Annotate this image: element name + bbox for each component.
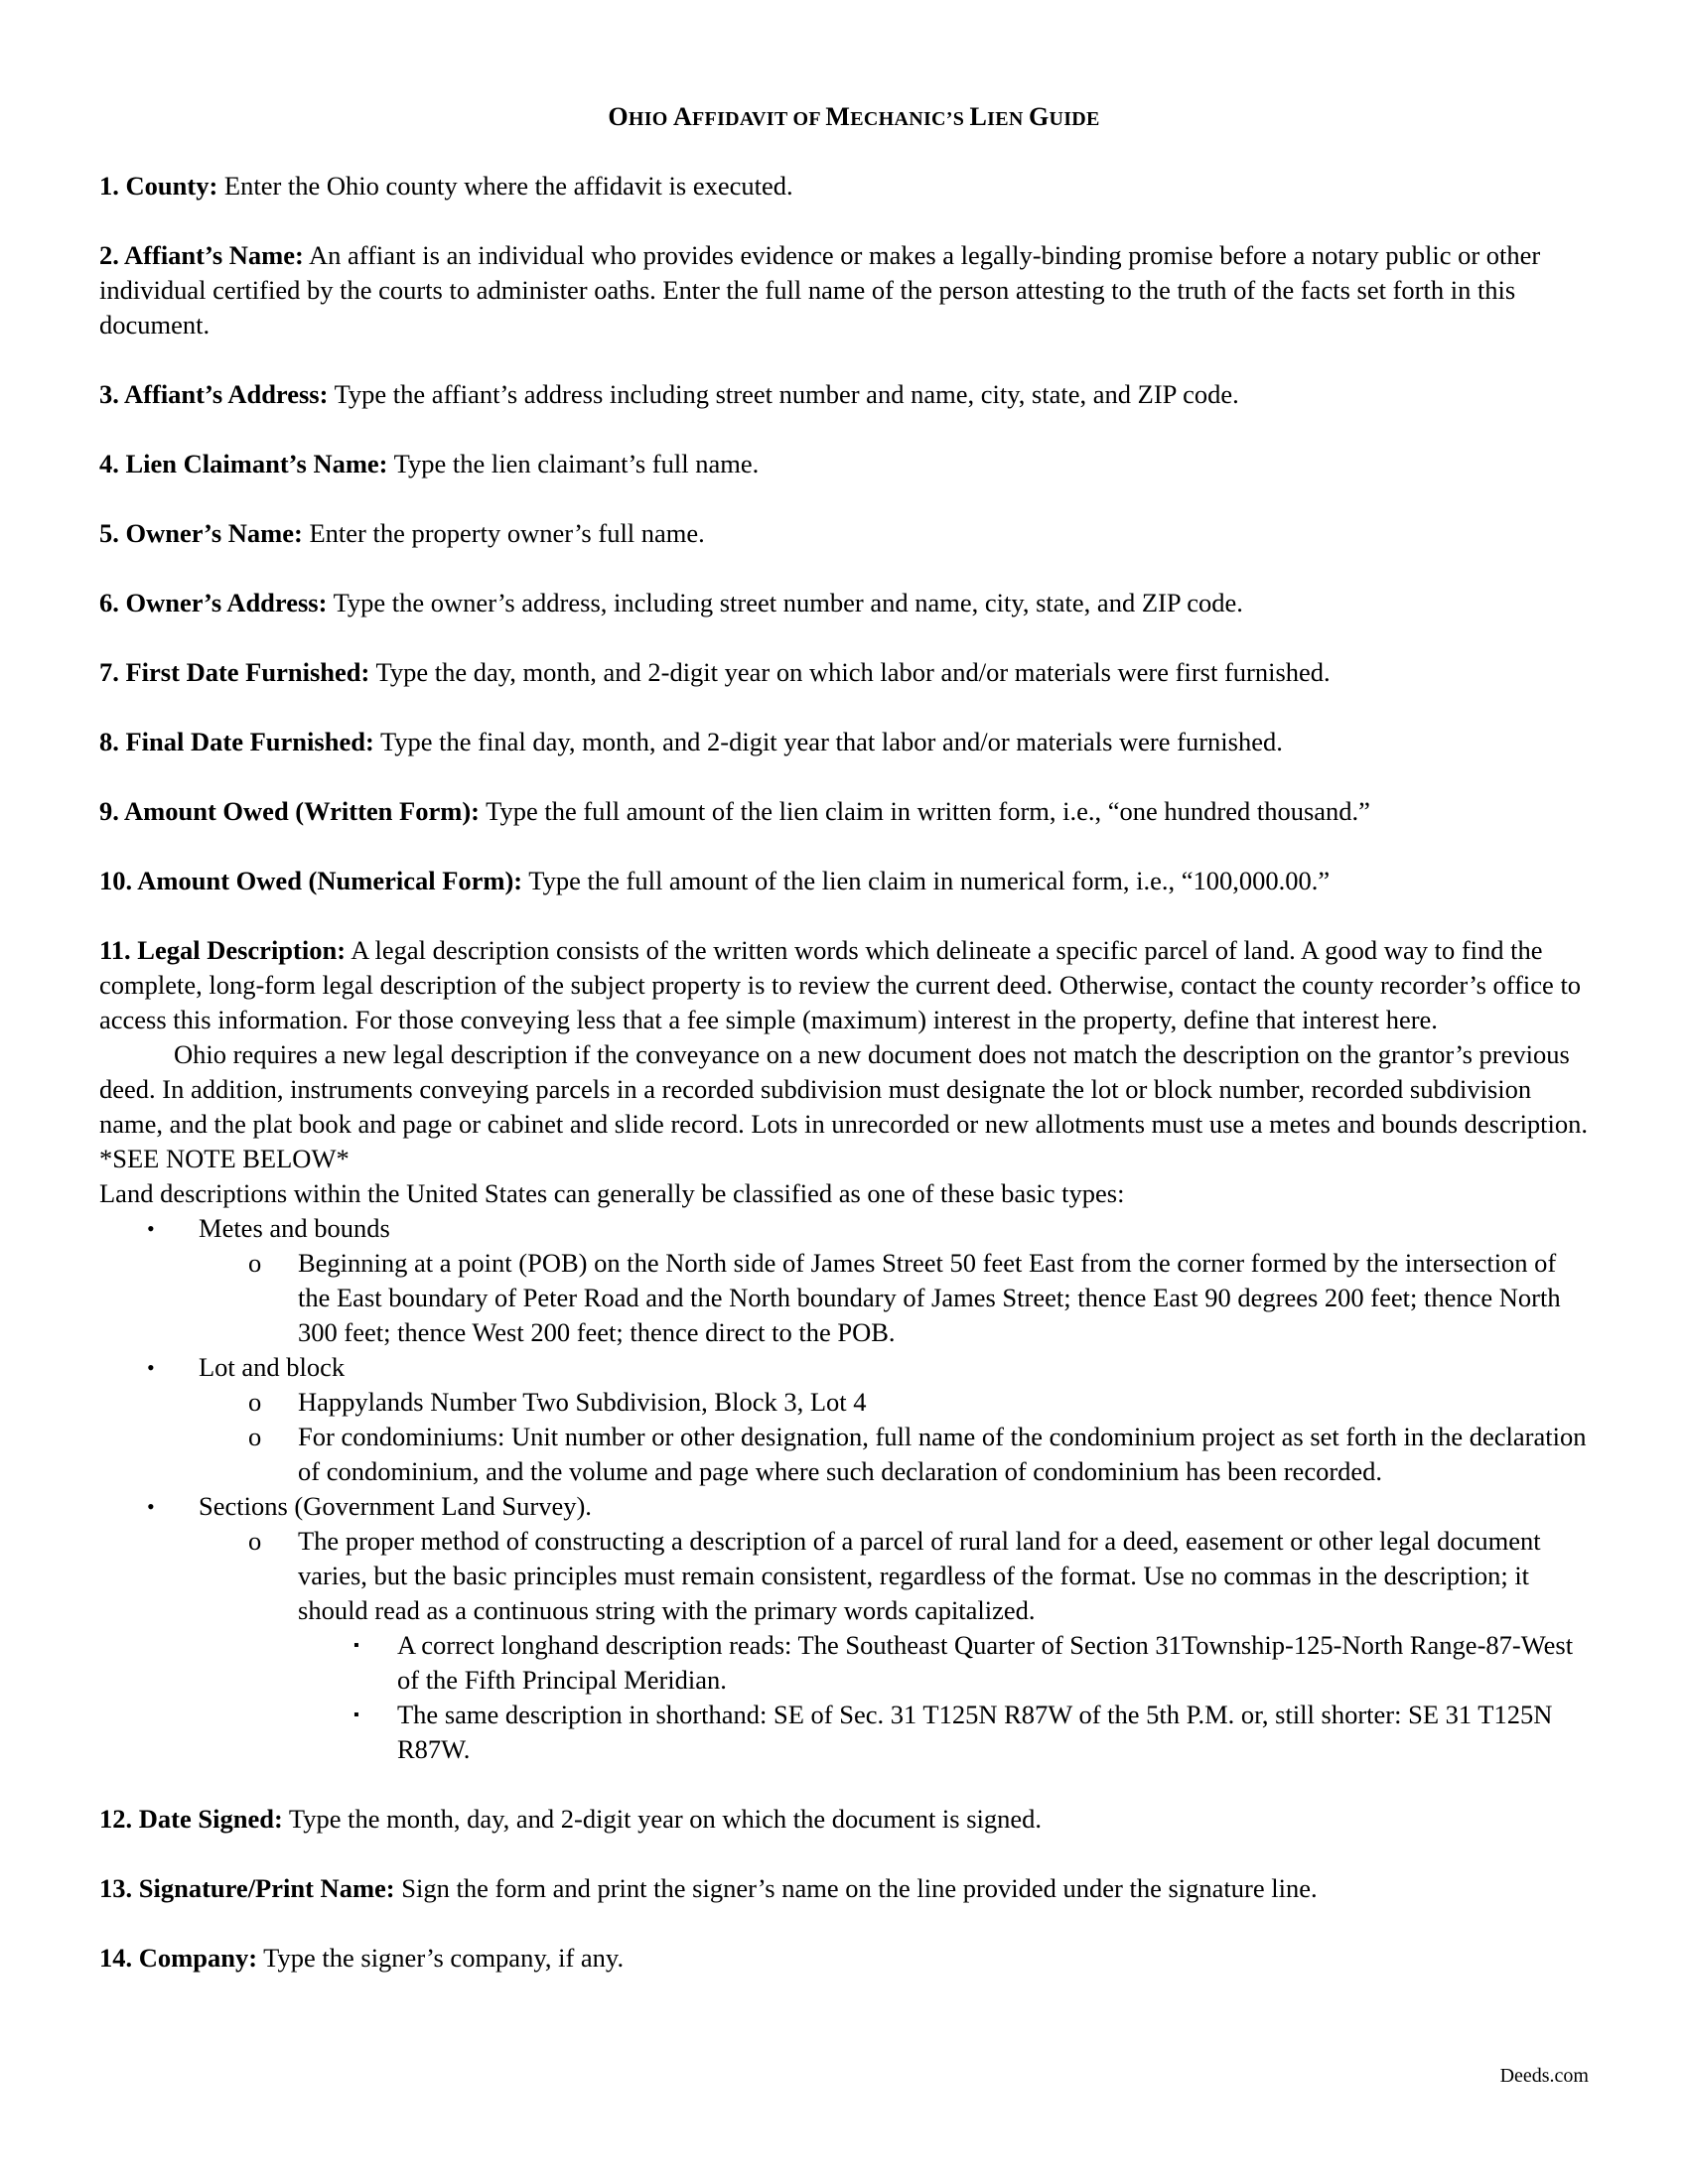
- item-county: 1. County: Enter the Ohio county where the affidavit is executed.: [99, 171, 793, 201]
- footer-source: Deeds.com: [1499, 2065, 1589, 2087]
- item-amount-numerical: 10. Amount Owed (Numerical Form): Type the full amount of the lien claim in numerical form, i.e., “100,000.00.”: [99, 866, 1331, 895]
- item-affiant-address: 3. Affiant’s Address: Type the affiant’s address including street number and name, city, state, and ZIP code.: [99, 379, 1239, 409]
- list-item: • Sections (Government Land Survey). o The proper method of constructing a description of a parcel of rural land for a deed, easement or other legal document varies, but the basic principles must remain consistent, regardless of the format. Use no commas in the description; it should read as a continuous string with the primary words capitalized. ▪ A correct longhand description reads: The Southeast Quarter of Section 31Township-125-North Range-87-West of the Fifth Principal Meridian. ▪ The same description in shorthand: SE of Sec. 31 T125N R87W of the 5th P.M. or, still shorter: SE 31 T125N R87W.: [99, 1489, 1589, 1767]
- legal-intro: 11. Legal Description: A legal description consists of the written words which delineate a specific parcel of land. A good way to find the complete, long-form legal description of the subject property is to review the current deed. Otherwise, contact the county recorder’s office to access this information. For those conveying less that a fee simple (maximum) interest in the property, define that interest here.: [99, 935, 1582, 1034]
- legal-types-intro: Land descriptions within the United States can generally be classified as one of these basic types:: [99, 1178, 1125, 1208]
- bullet-icon: •: [147, 1355, 155, 1380]
- circle-bullet-icon: o: [248, 1526, 262, 1556]
- item-signature-print-name: 13. Signature/Print Name: Sign the form and print the signer’s name on the line provided under the signature line.: [99, 1873, 1318, 1903]
- page-title: OHIO AFFIDAVIT OF MECHANIC’S LIEN GUIDE: [608, 102, 1100, 131]
- item-legal-description: [99, 933, 1589, 1767]
- list-item: o The proper method of constructing a description of a parcel of rural land for a deed, easement or other legal document varies, but the basic principles must remain consistent, regardless of the format. Use no commas in the description; it should read as a continuous string with the primary words capitalized. ▪ A correct longhand description reads: The Southeast Quarter of Section 31Township-125-North Range-87-West of the Fifth Principal Meridian. ▪ The same description in shorthand: SE of Sec. 31 T125N R87W of the 5th P.M. or, still shorter: SE 31 T125N R87W.: [199, 1524, 1589, 1767]
- list-item: • Lot and block o Happylands Number Two Subdivision, Block 3, Lot 4 o For condominiums: Unit number or other designation, full name of the condominium project as set forth in the declaration of condominium, and the volume and page where such declaration of condominium has been recorded.: [99, 1350, 1589, 1489]
- item-final-date-furnished: 8. Final Date Furnished: Type the final day, month, and 2-digit year that labor and/or materials were furnished.: [99, 727, 1283, 756]
- item-affiant-name: 2. Affiant’s Name: An affiant is an individual who provides evidence or makes a legally-binding promise before a notary public or other individual certified by the courts to administer oaths. Enter the full name of the person attesting to the truth of the facts set forth in this document.: [99, 240, 1541, 340]
- list-item: o Happylands Number Two Subdivision, Block 3, Lot 4: [199, 1385, 1589, 1420]
- item-owner-name: 5. Owner’s Name: Enter the property owner’s full name.: [99, 518, 705, 548]
- circle-bullet-icon: o: [248, 1387, 262, 1417]
- list-item: ▪ The same description in shorthand: SE of Sec. 31 T125N R87W of the 5th P.M. or, still shorter: SE 31 T125N R87W.: [353, 1700, 1553, 1764]
- square-bullet-icon: ▪: [353, 1637, 359, 1654]
- item-first-date-furnished: 7. First Date Furnished: Type the day, month, and 2-digit year on which labor and/or materials were first furnished.: [99, 657, 1331, 687]
- item-date-signed: 12. Date Signed: Type the month, day, and 2-digit year on which the document is signed.: [99, 1804, 1043, 1834]
- list-item: • Metes and bounds o Beginning at a point (POB) on the North side of James Street 50 feet East from the corner formed by the intersection of the East boundary of Peter Road and the North boundary of James Street; thence East 90 degrees 200 feet; thence North 300 feet; thence West 200 feet; thence direct to the POB.: [99, 1211, 1589, 1350]
- document-page: [99, 99, 1589, 2010]
- item-amount-written: 9. Amount Owed (Written Form): Type the full amount of the lien claim in written form, i.e., “one hundred thousand.”: [99, 796, 1370, 826]
- circle-bullet-icon: o: [248, 1248, 262, 1278]
- legal-ohio-paragraph: Ohio requires a new legal description if the conveyance on a new document does not match the description on the grantor’s previous deed. In addition, instruments conveying parcels in a recorded subdivision must designate the lot or block number, recorded subdivision name, and the plat book and page or cabinet and slide record. Lots in unrecorded or new allotments must use a metes and bounds description. *SEE NOTE BELOW*: [99, 1039, 1589, 1173]
- bullet-icon: •: [147, 1494, 155, 1519]
- legal-types-list: [99, 1211, 1589, 1767]
- circle-bullet-icon: o: [248, 1422, 262, 1451]
- list-item: ▪ A correct longhand description reads: The Southeast Quarter of Section 31Township-125-North Range-87-West of the Fifth Principal Meridian.: [353, 1630, 1574, 1695]
- square-bullet-icon: ▪: [353, 1706, 359, 1723]
- item-owner-address: 6. Owner’s Address: Type the owner’s address, including street number and name, city, state, and ZIP code.: [99, 588, 1243, 617]
- item-lien-claimant-name: 4. Lien Claimant’s Name: Type the lien claimant’s full name.: [99, 449, 760, 478]
- item-company: 14. Company: Type the signer’s company, if any.: [99, 1943, 625, 1973]
- bullet-icon: •: [147, 1216, 155, 1241]
- list-item: o Beginning at a point (POB) on the North side of James Street 50 feet East from the corner formed by the intersection of the East boundary of Peter Road and the North boundary of James Street; thence East 90 degrees 200 feet; thence North 300 feet; thence West 200 feet; thence direct to the POB.: [248, 1248, 1561, 1347]
- list-item: o For condominiums: Unit number or other designation, full name of the condominium project as set forth in the declaration of condominium, and the volume and page where such declaration of condominium has been recorded.: [248, 1422, 1587, 1486]
